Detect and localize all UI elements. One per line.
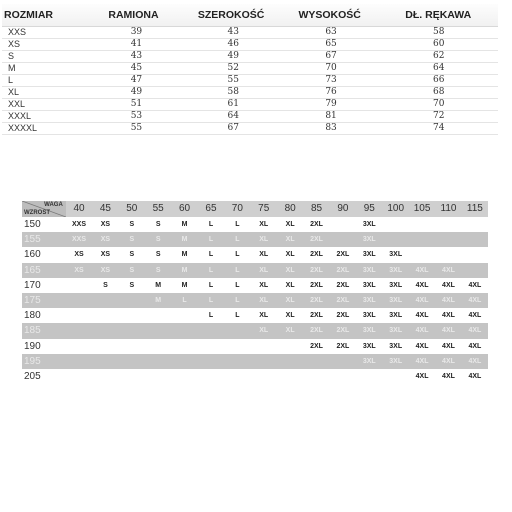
size-recommendation-cell: 3XL (362, 312, 376, 320)
size-recommendation-cell: 3XL (389, 297, 403, 305)
size-recommendation-cell: S (129, 251, 135, 259)
height-label-cell: 150 (24, 219, 41, 231)
size-recommendation-cell: L (235, 251, 240, 259)
measurement-cell: 58 (227, 87, 239, 97)
size-recommendation-cell: 2XL (310, 236, 323, 244)
size-recommendation-cell: 2XL (310, 342, 323, 350)
measurement-cell: 58 (433, 27, 445, 37)
height-label-cell: 160 (24, 249, 41, 261)
measurement-cell: 63 (325, 27, 337, 37)
size-recommendation-cell: 3XL (362, 327, 376, 335)
size-label-cell: XXXL (8, 111, 32, 121)
size-recommendation-cell: 3XL (362, 342, 376, 350)
size-recommendation-cell: XL (285, 281, 295, 289)
measurement-cell: 76 (325, 87, 337, 97)
weight-header-cell: 65 (205, 203, 217, 214)
size-recommendation-cell: 4XL (468, 342, 482, 350)
size-recommendation-cell: 4XL (468, 297, 482, 305)
size-recommendation-cell: 3XL (389, 357, 403, 365)
size-recommendation-cell: XL (285, 327, 295, 335)
size-recommendation-cell: S (129, 281, 135, 289)
size-recommendation-cell: 3XL (389, 266, 403, 274)
size-recommendation-cell: 2XL (310, 327, 323, 335)
size-recommendation-cell: 4XL (415, 327, 429, 335)
grid-header-row (22, 201, 488, 217)
weight-height-grid (22, 201, 488, 384)
weight-header-cell: 90 (337, 203, 349, 214)
size-recommendation-cell: L (235, 236, 240, 244)
measurement-cell: 81 (325, 111, 337, 121)
weight-header-cell: 50 (126, 203, 138, 214)
size-table-row (2, 51, 498, 63)
height-label-cell: 190 (24, 340, 41, 352)
height-label-cell: 205 (24, 370, 41, 382)
size-label-cell: XXXXL (8, 123, 38, 133)
size-recommendation-cell: 2XL (336, 251, 350, 259)
grid-row (22, 278, 488, 293)
size-recommendation-cell: XL (259, 327, 269, 335)
size-recommendation-cell: S (129, 236, 135, 244)
size-table-row (2, 75, 498, 87)
measurement-cell: 53 (130, 111, 143, 121)
height-label-cell: 195 (24, 355, 41, 367)
size-recommendation-cell: XL (259, 281, 269, 289)
size-recommendation-cell: 2XL (310, 251, 323, 259)
height-label-cell: 165 (24, 264, 41, 276)
size-recommendation-cell: 3XL (362, 281, 376, 289)
measurement-cell: 67 (325, 51, 337, 61)
measurement-cell: 46 (227, 39, 239, 49)
height-label-cell: 155 (24, 234, 41, 246)
grid-row (22, 323, 488, 338)
size-recommendation-cell: S (155, 251, 161, 259)
grid-row (22, 369, 488, 384)
measurement-cell: 39 (130, 27, 143, 37)
weight-header-cell: 75 (258, 203, 270, 214)
size-recommendation-cell: XL (259, 236, 269, 244)
size-recommendation-cell: 4XL (442, 357, 455, 365)
size-recommendation-cell: 2XL (310, 312, 323, 320)
measurement-cell: 65 (325, 39, 337, 49)
measurement-cell: 61 (227, 99, 239, 109)
size-recommendation-cell: 4XL (415, 357, 429, 365)
size-recommendation-cell: M (155, 281, 162, 289)
size-recommendation-cell: 2XL (310, 297, 323, 305)
size-recommendation-cell: 4XL (415, 281, 429, 289)
size-recommendation-cell: 4XL (415, 342, 429, 350)
grid-corner (22, 201, 66, 217)
size-recommendation-cell: XL (285, 251, 295, 259)
size-recommendation-cell: XL (259, 312, 269, 320)
height-label-cell: 180 (24, 310, 41, 322)
size-recommendation-cell: 3XL (362, 236, 376, 244)
size-table-row (2, 87, 498, 99)
size-recommendation-cell: 2XL (310, 281, 323, 289)
size-recommendation-cell: 4XL (442, 312, 455, 320)
size-recommendation-cell: 4XL (442, 281, 455, 289)
measurement-cell: 64 (433, 63, 445, 73)
size-table-body (2, 27, 498, 135)
height-label-cell: 170 (24, 279, 41, 291)
measurement-cell: 64 (227, 111, 239, 121)
measurement-cell: 55 (227, 75, 239, 85)
size-recommendation-cell: 4XL (468, 372, 482, 380)
size-table-row (2, 99, 498, 111)
size-recommendation-cell: S (103, 281, 108, 289)
grid-row (22, 308, 488, 323)
size-recommendation-cell: M (181, 266, 188, 274)
size-recommendation-cell: 2XL (336, 327, 350, 335)
size-label-cell: S (8, 51, 15, 61)
size-table (2, 4, 498, 135)
size-recommendation-cell: XL (285, 236, 295, 244)
size-recommendation-cell: L (208, 266, 214, 274)
size-recommendation-cell: L (208, 312, 214, 320)
size-recommendation-cell: 2XL (336, 297, 350, 305)
size-recommendation-cell: 4XL (415, 297, 429, 305)
size-recommendation-cell: M (181, 281, 188, 289)
size-recommendation-cell: XL (285, 297, 295, 305)
grid-row (22, 247, 488, 262)
size-recommendation-cell: XXS (72, 236, 87, 244)
grid-body (22, 217, 488, 384)
size-recommendation-cell: XL (285, 221, 295, 229)
size-label-cell: M (8, 63, 16, 73)
size-recommendation-cell: XS (100, 251, 111, 259)
height-label-cell: 175 (24, 295, 41, 307)
size-label-cell: XL (8, 87, 20, 97)
weight-header-cell: 55 (152, 203, 164, 214)
size-recommendation-cell: L (208, 236, 214, 244)
size-recommendation-cell: 3XL (362, 357, 376, 365)
size-recommendation-cell: 4XL (442, 342, 455, 350)
measurement-cell: 74 (433, 123, 445, 133)
measurement-cell: 49 (130, 87, 143, 97)
size-recommendation-cell: S (129, 266, 135, 274)
size-recommendation-cell: 3XL (389, 327, 403, 335)
size-recommendation-cell: L (208, 297, 214, 305)
size-recommendation-cell: L (235, 221, 240, 229)
size-table-row (2, 123, 498, 135)
size-recommendation-cell: XS (100, 266, 111, 274)
size-table-row (2, 27, 498, 39)
size-recommendation-cell: M (181, 251, 188, 259)
weight-header-cell: 60 (179, 203, 191, 214)
measurement-cell: 51 (130, 99, 143, 109)
grid-row (22, 263, 488, 278)
weight-header-cell: 45 (99, 203, 111, 214)
size-recommendation-cell: 4XL (442, 372, 455, 380)
size-recommendation-cell: 4XL (415, 312, 429, 320)
size-recommendation-cell: 3XL (389, 251, 403, 259)
size-table-row (2, 63, 498, 75)
size-recommendation-cell: 4XL (415, 372, 429, 380)
size-recommendation-cell: S (129, 221, 135, 229)
size-recommendation-cell: M (181, 236, 188, 244)
size-label-cell: XXS (8, 27, 27, 37)
size-recommendation-cell: 4XL (468, 281, 482, 289)
weight-header-cell: 100 (387, 203, 405, 214)
header-ramiona: RAMIONA (108, 9, 159, 21)
size-recommendation-cell: 4XL (415, 266, 429, 274)
size-recommendation-cell: S (155, 236, 161, 244)
measurement-cell: 67 (227, 123, 239, 133)
size-table-header (2, 4, 498, 27)
measurement-cell: 45 (130, 63, 143, 73)
weight-header-cell: 105 (413, 203, 431, 214)
size-recommendation-cell: M (155, 297, 162, 305)
measurement-cell: 70 (325, 63, 337, 73)
header-rozmiar: ROZMIAR (4, 9, 53, 21)
weight-header-cell: 95 (363, 203, 375, 214)
measurement-cell: 72 (433, 111, 445, 121)
size-recommendation-cell: 3XL (389, 312, 403, 320)
weight-header-cell: 70 (231, 203, 243, 214)
measurement-cell: 66 (433, 75, 445, 85)
measurement-cell: 79 (325, 99, 337, 109)
weight-header-cell: 115 (466, 203, 483, 214)
header-szerokosc: SZEROKOŚĆ (197, 9, 265, 21)
size-recommendation-cell: XS (74, 251, 84, 259)
measurement-cell: 60 (433, 39, 445, 49)
size-recommendation-cell: XL (259, 221, 269, 229)
measurement-cell: 73 (325, 75, 337, 85)
weight-header-cell: 85 (310, 203, 323, 214)
size-recommendation-cell: 4XL (442, 266, 455, 274)
size-recommendation-cell: 2XL (336, 266, 350, 274)
measurement-cell: 83 (325, 123, 337, 133)
weight-header-cell: 40 (73, 203, 85, 214)
measurement-cell: 68 (433, 87, 445, 97)
size-recommendation-cell: 2XL (336, 281, 350, 289)
size-recommendation-cell: L (182, 297, 187, 305)
size-recommendation-cell: 3XL (362, 221, 376, 229)
header-dl-rekawa: DŁ. RĘKAWA (405, 9, 472, 21)
size-recommendation-cell: 3XL (389, 342, 403, 350)
measurement-cell: 43 (227, 27, 239, 37)
grid-row (22, 339, 488, 354)
weight-header-cell: 110 (440, 203, 457, 214)
size-recommendation-cell: 2XL (310, 266, 323, 274)
size-recommendation-cell: 4XL (468, 312, 482, 320)
measurement-cell: 62 (433, 51, 445, 61)
size-recommendation-cell: 4XL (468, 357, 482, 365)
measurement-cell: 43 (130, 51, 143, 61)
size-recommendation-cell: L (235, 266, 240, 274)
size-label-cell: XXL (8, 99, 26, 109)
size-recommendation-cell: 3XL (362, 251, 376, 259)
size-recommendation-cell: 4XL (468, 327, 482, 335)
size-recommendation-cell: 4XL (442, 297, 455, 305)
size-recommendation-cell: 3XL (362, 266, 376, 274)
size-recommendation-cell: XS (100, 221, 111, 229)
size-recommendation-cell: 2XL (310, 221, 323, 229)
height-label-cell: 185 (24, 325, 41, 337)
size-recommendation-cell: S (155, 221, 161, 229)
size-recommendation-cell: XS (100, 236, 111, 244)
size-recommendation-cell: XXS (72, 221, 87, 229)
grid-row (22, 217, 488, 232)
size-recommendation-cell: XL (259, 297, 269, 305)
header-wysokosc: WYSOKOŚĆ (298, 9, 361, 21)
corner-label-wzrost: WZROST (24, 210, 50, 216)
size-recommendation-cell: M (181, 221, 188, 229)
grid-row (22, 354, 488, 369)
size-recommendation-cell: L (235, 281, 240, 289)
size-recommendation-cell: XL (285, 312, 295, 320)
size-recommendation-cell: 2XL (336, 342, 350, 350)
size-table-row (2, 39, 498, 51)
measurement-cell: 47 (130, 75, 143, 85)
size-recommendation-cell: L (208, 251, 214, 259)
size-table-row (2, 111, 498, 123)
size-label-cell: XS (8, 39, 21, 49)
size-recommendation-cell: XS (74, 266, 84, 274)
measurement-cell: 52 (227, 63, 239, 73)
size-recommendation-cell: L (208, 221, 214, 229)
size-recommendation-cell: 4XL (442, 327, 455, 335)
size-recommendation-cell: L (235, 297, 240, 305)
size-recommendation-cell: S (155, 266, 161, 274)
grid-row (22, 232, 488, 247)
size-recommendation-cell: XL (285, 266, 295, 274)
measurement-cell: 49 (227, 51, 239, 61)
measurement-cell: 41 (130, 39, 143, 49)
corner-label-waga: WAGA (44, 202, 63, 208)
size-label-cell: L (8, 75, 14, 85)
size-recommendation-cell: 2XL (336, 312, 350, 320)
measurement-cell: 55 (130, 123, 143, 133)
measurement-cell: 70 (433, 99, 445, 109)
grid-row (22, 293, 488, 308)
size-recommendation-cell: L (235, 312, 240, 320)
size-recommendation-cell: XL (259, 251, 269, 259)
size-recommendation-cell: XL (259, 266, 269, 274)
size-recommendation-cell: 3XL (389, 281, 403, 289)
size-recommendation-cell: L (208, 281, 214, 289)
size-recommendation-cell: 3XL (362, 297, 376, 305)
weight-header-cell: 80 (284, 203, 296, 214)
